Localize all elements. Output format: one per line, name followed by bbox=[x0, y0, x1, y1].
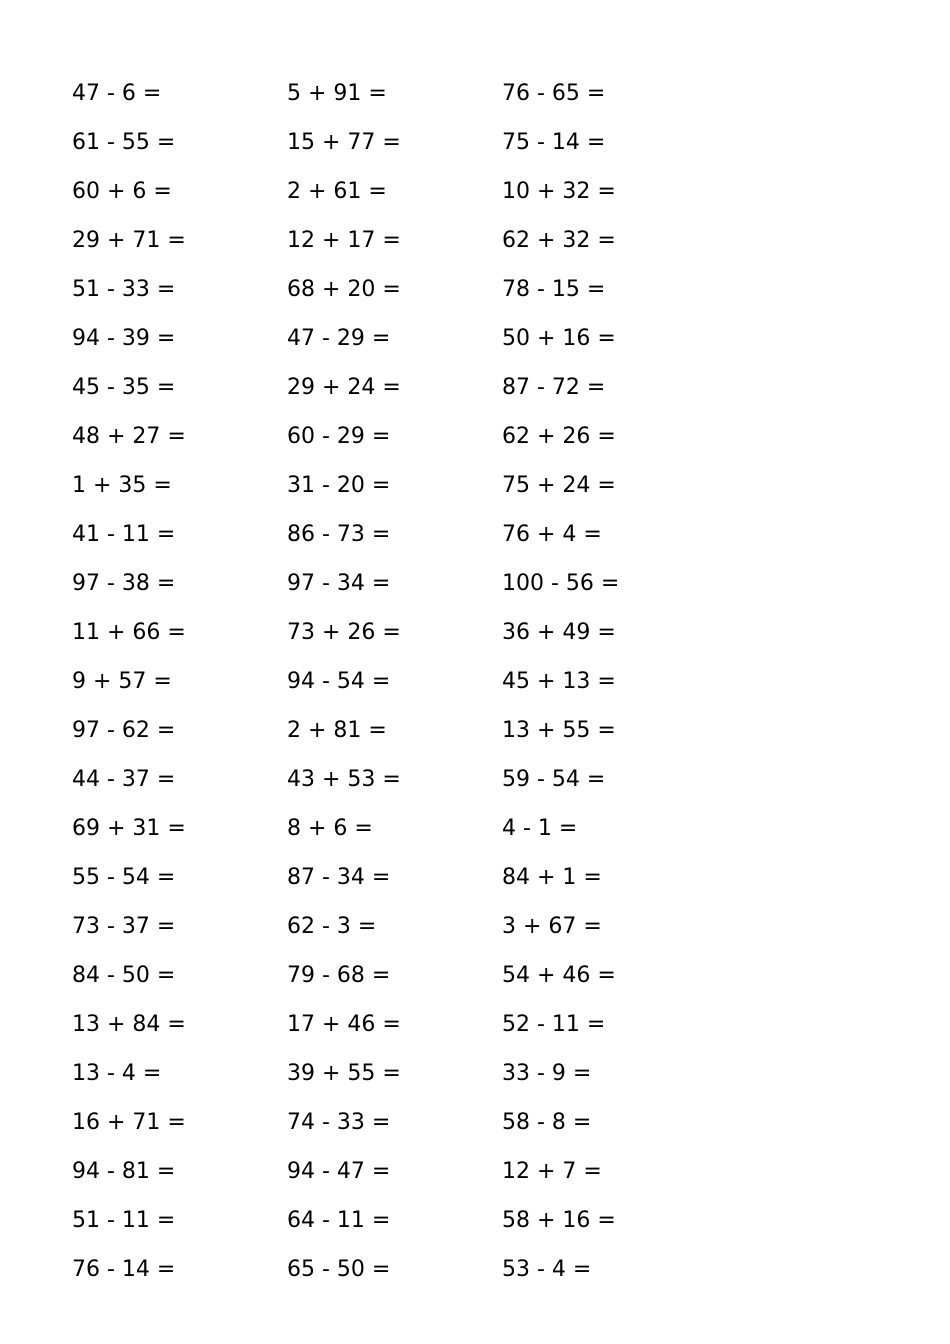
math-problem: 58 - 8 = bbox=[502, 1110, 592, 1135]
math-problem: 55 - 54 = bbox=[72, 865, 176, 890]
problem-row bbox=[72, 853, 892, 902]
math-problem: 97 - 62 = bbox=[72, 718, 176, 743]
math-problem: 13 - 4 = bbox=[72, 1061, 162, 1086]
math-problem: 76 + 4 = bbox=[502, 522, 602, 547]
problem-row bbox=[72, 363, 892, 412]
problem-row bbox=[72, 902, 892, 951]
math-problem: 17 + 46 = bbox=[287, 1012, 401, 1037]
math-problem: 29 + 24 = bbox=[287, 375, 401, 400]
math-problem: 73 + 26 = bbox=[287, 620, 401, 645]
math-problem: 64 - 11 = bbox=[287, 1208, 391, 1233]
math-problem: 73 - 37 = bbox=[72, 914, 176, 939]
math-problem: 29 + 71 = bbox=[72, 228, 186, 253]
problem-row bbox=[72, 951, 892, 1000]
math-problem: 62 + 32 = bbox=[502, 228, 616, 253]
math-problem: 3 + 67 = bbox=[502, 914, 602, 939]
math-problem: 33 - 9 = bbox=[502, 1061, 592, 1086]
problem-row bbox=[72, 755, 892, 804]
problem-row bbox=[72, 657, 892, 706]
problem-row bbox=[72, 167, 892, 216]
math-problem: 61 - 55 = bbox=[72, 130, 176, 155]
math-problem: 78 - 15 = bbox=[502, 277, 606, 302]
math-problem: 94 - 39 = bbox=[72, 326, 176, 351]
math-problem: 1 + 35 = bbox=[72, 473, 172, 498]
math-problem: 94 - 47 = bbox=[287, 1159, 391, 1184]
math-problem: 12 + 17 = bbox=[287, 228, 401, 253]
math-problem: 4 - 1 = bbox=[502, 816, 578, 841]
problem-row bbox=[72, 461, 892, 510]
math-problem: 60 - 29 = bbox=[287, 424, 391, 449]
math-problem: 97 - 34 = bbox=[287, 571, 391, 596]
math-problem: 5 + 91 = bbox=[287, 81, 387, 106]
math-problem: 47 - 6 = bbox=[72, 81, 162, 106]
math-problem: 59 - 54 = bbox=[502, 767, 606, 792]
problem-row bbox=[72, 412, 892, 461]
math-problem: 13 + 84 = bbox=[72, 1012, 186, 1037]
math-problem: 52 - 11 = bbox=[502, 1012, 606, 1037]
math-problem: 9 + 57 = bbox=[72, 669, 172, 694]
problem-row bbox=[72, 69, 892, 118]
problem-row bbox=[72, 314, 892, 363]
math-problem: 75 - 14 = bbox=[502, 130, 606, 155]
math-problem: 84 + 1 = bbox=[502, 865, 602, 890]
math-problem: 76 - 14 = bbox=[72, 1257, 176, 1282]
math-problem: 74 - 33 = bbox=[287, 1110, 391, 1135]
problem-row bbox=[72, 559, 892, 608]
problem-row bbox=[72, 265, 892, 314]
math-problem: 97 - 38 = bbox=[72, 571, 176, 596]
math-problem: 75 + 24 = bbox=[502, 473, 616, 498]
math-problem: 47 - 29 = bbox=[287, 326, 391, 351]
problem-row bbox=[72, 1000, 892, 1049]
math-problem: 58 + 16 = bbox=[502, 1208, 616, 1233]
problem-row bbox=[72, 608, 892, 657]
math-problem: 2 + 61 = bbox=[287, 179, 387, 204]
math-problem: 86 - 73 = bbox=[287, 522, 391, 547]
math-problem: 10 + 32 = bbox=[502, 179, 616, 204]
math-problem: 79 - 68 = bbox=[287, 963, 391, 988]
math-problem: 94 - 81 = bbox=[72, 1159, 176, 1184]
math-worksheet bbox=[72, 69, 892, 1294]
math-problem: 36 + 49 = bbox=[502, 620, 616, 645]
math-problem: 65 - 50 = bbox=[287, 1257, 391, 1282]
math-problem: 39 + 55 = bbox=[287, 1061, 401, 1086]
math-problem: 69 + 31 = bbox=[72, 816, 186, 841]
math-problem: 60 + 6 = bbox=[72, 179, 172, 204]
math-problem: 15 + 77 = bbox=[287, 130, 401, 155]
math-problem: 44 - 37 = bbox=[72, 767, 176, 792]
math-problem: 48 + 27 = bbox=[72, 424, 186, 449]
math-problem: 87 - 34 = bbox=[287, 865, 391, 890]
math-problem: 100 - 56 = bbox=[502, 571, 620, 596]
math-problem: 76 - 65 = bbox=[502, 81, 606, 106]
math-problem: 62 + 26 = bbox=[502, 424, 616, 449]
problem-row bbox=[72, 1147, 892, 1196]
math-problem: 13 + 55 = bbox=[502, 718, 616, 743]
math-problem: 87 - 72 = bbox=[502, 375, 606, 400]
problem-row bbox=[72, 706, 892, 755]
math-problem: 54 + 46 = bbox=[502, 963, 616, 988]
math-problem: 12 + 7 = bbox=[502, 1159, 602, 1184]
math-problem: 62 - 3 = bbox=[287, 914, 377, 939]
math-problem: 45 - 35 = bbox=[72, 375, 176, 400]
problem-row bbox=[72, 118, 892, 167]
problem-row bbox=[72, 510, 892, 559]
problem-row bbox=[72, 1098, 892, 1147]
problem-row bbox=[72, 1245, 892, 1294]
math-problem: 51 - 11 = bbox=[72, 1208, 176, 1233]
math-problem: 94 - 54 = bbox=[287, 669, 391, 694]
problem-row bbox=[72, 1049, 892, 1098]
math-problem: 53 - 4 = bbox=[502, 1257, 592, 1282]
math-problem: 51 - 33 = bbox=[72, 277, 176, 302]
math-problem: 2 + 81 = bbox=[287, 718, 387, 743]
math-problem: 68 + 20 = bbox=[287, 277, 401, 302]
math-problem: 50 + 16 = bbox=[502, 326, 616, 351]
math-problem: 41 - 11 = bbox=[72, 522, 176, 547]
problem-row bbox=[72, 804, 892, 853]
math-problem: 16 + 71 = bbox=[72, 1110, 186, 1135]
math-problem: 43 + 53 = bbox=[287, 767, 401, 792]
math-problem: 8 + 6 = bbox=[287, 816, 373, 841]
math-problem: 45 + 13 = bbox=[502, 669, 616, 694]
math-problem: 31 - 20 = bbox=[287, 473, 391, 498]
math-problem: 84 - 50 = bbox=[72, 963, 176, 988]
problem-row bbox=[72, 1196, 892, 1245]
problem-row bbox=[72, 216, 892, 265]
math-problem: 11 + 66 = bbox=[72, 620, 186, 645]
